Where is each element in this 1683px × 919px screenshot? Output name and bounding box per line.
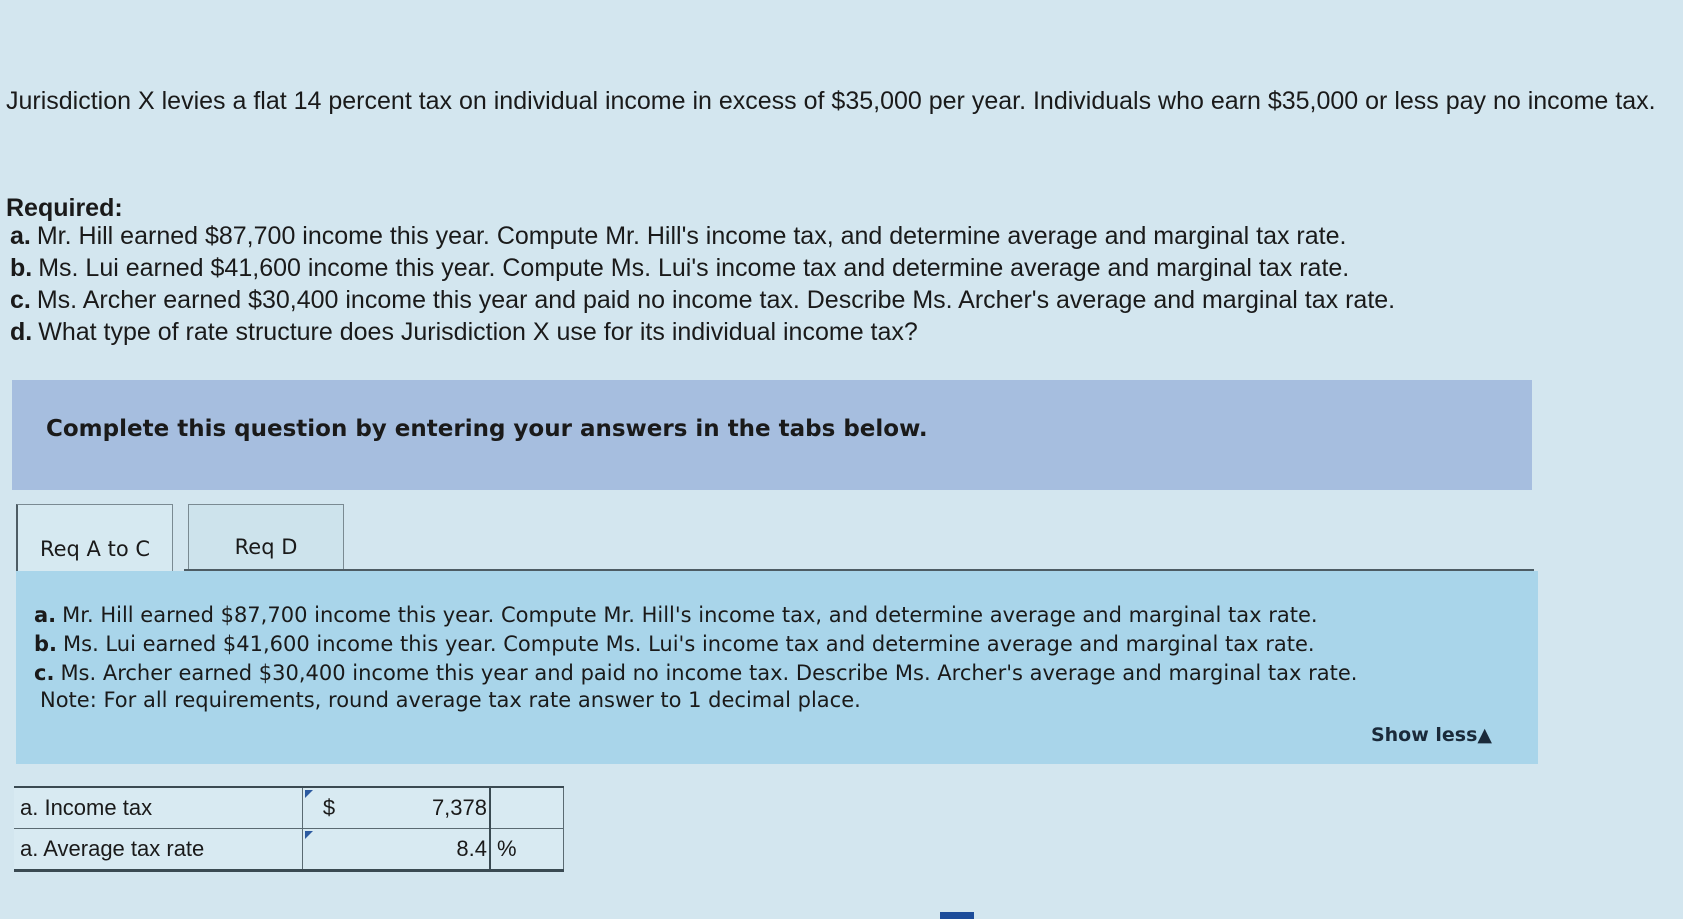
income-tax-input[interactable] <box>361 794 489 822</box>
table-row <box>14 829 564 871</box>
panel-item-text: Ms. Lui earned $41,600 income this year. Compute Ms. Lui's income tax and determine average and marginal tax rate. <box>63 632 1315 656</box>
requirement-item-c <box>10 284 1395 316</box>
percent-unit-cell: % <box>490 829 564 871</box>
panel-item-text: Ms. Archer earned $30,400 income this year and paid no income tax. Describe Ms. Archer's average and marginal tax rate. <box>60 661 1358 685</box>
requirement-item-a <box>10 220 1395 252</box>
instruction-text: Complete this question by entering your answers in the tabs below. <box>46 416 928 442</box>
unit-cell <box>490 787 564 829</box>
requirement-letter: a. <box>10 222 31 250</box>
currency-cell <box>303 787 356 829</box>
requirement-item-b <box>10 252 1395 284</box>
panel-item-letter: a. <box>34 603 57 627</box>
rounding-note: Note: For all requirements, round average tax rate answer to 1 decimal place. <box>40 688 861 712</box>
requirement-letter: d. <box>10 318 33 346</box>
problem-intro: Jurisdiction X levies a flat 14 percent tax on individual income in excess of $35,000 per year. Individuals who earn $35,000 or less pay no income tax. <box>6 87 1656 115</box>
panel-requirements-list <box>34 601 1357 688</box>
panel-item-c <box>34 659 1357 688</box>
requirement-text: Mr. Hill earned $87,700 income this year. Compute Mr. Hill's income tax, and determine average and marginal tax rate. <box>36 222 1347 250</box>
show-less-link[interactable]: Show less▲ <box>1370 724 1492 746</box>
requirement-letter: c. <box>10 286 31 314</box>
income-tax-cell <box>355 787 490 829</box>
instruction-banner <box>12 380 1532 490</box>
panel-item-a <box>34 601 1357 630</box>
flag-icon <box>305 831 313 839</box>
table-row <box>14 787 564 829</box>
average-tax-rate-input[interactable] <box>361 835 489 863</box>
currency-cell <box>303 829 356 871</box>
row-label: a. Average tax rate <box>14 829 303 871</box>
average-tax-rate-cell <box>355 829 490 871</box>
required-heading: Required: <box>6 194 123 222</box>
flag-icon <box>305 790 313 798</box>
requirement-text: Ms. Archer earned $30,400 income this year and paid no income tax. Describe Ms. Archer's average and marginal tax rate. <box>36 286 1396 314</box>
panel-item-text: Mr. Hill earned $87,700 income this year. Compute Mr. Hill's income tax, and determine average and marginal tax rate. <box>62 603 1318 627</box>
tab-req-d[interactable]: Req D <box>188 504 344 589</box>
requirement-text: What type of rate structure does Jurisdiction X use for its individual income tax? <box>38 318 918 346</box>
more-indicator <box>940 912 974 919</box>
requirement-text: Ms. Lui earned $41,600 income this year. Compute Ms. Lui's income tax and determine average and marginal tax rate. <box>38 254 1350 282</box>
tab-req-a-to-c[interactable]: Req A to C <box>16 504 173 593</box>
requirement-letter: b. <box>10 254 33 282</box>
requirement-item-d <box>10 316 1395 348</box>
row-label: a. Income tax <box>14 787 303 829</box>
answer-table <box>14 786 564 872</box>
panel-item-letter: b. <box>34 632 58 656</box>
currency-symbol: $ <box>322 795 336 820</box>
requirements-list <box>10 220 1395 348</box>
panel-item-b <box>34 630 1357 659</box>
requirement-panel <box>16 571 1538 764</box>
panel-item-letter: c. <box>34 661 55 685</box>
